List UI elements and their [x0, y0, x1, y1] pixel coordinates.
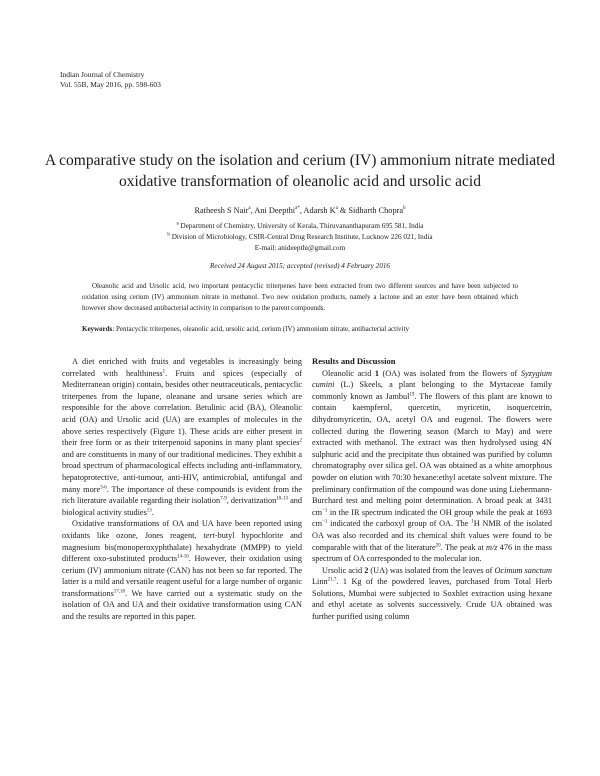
body-column-left [62, 356, 302, 623]
text-run: and are constituents in many of our traditional medicines. They exhibit a broad spectrum of pharmacological effects including anti-inflammatory, hepatoprotective, anti-tumour, anti-HIV, antimicrobial, antifungal and many more [62, 449, 302, 494]
keywords-text: : Pentacyclic triterpenes, oleanolic acid, ursolic acid, cerium (IV) ammonium nitrate, antibacterial activity [112, 325, 409, 333]
abstract: Oleanolic acid and Ursolic acid, two important pentacyclic triterpenes have been extracted from two different sources and have been subjected to oxidation using cerium (IV) ammonium nitrate in methanol. Two new oxidation products, namely a lactone and an ester have been obtained which however show decreased antibacterial activity in comparison to the parent compounds. [82, 282, 518, 312]
text-run: . [151, 507, 154, 517]
citation: 7-9 [220, 496, 227, 502]
italic-run: Ocimum sanctum [494, 565, 552, 575]
text-run: H NMR of the isolated OA was also recorded and its chemical shift values were found to be comparable with that of the literature [312, 519, 552, 552]
contact-email: E-mail: anideepthi@gmail.com [254, 244, 346, 252]
italic-run: Syzygium cumini [312, 368, 553, 390]
author-name: Sidharth Chopra [348, 206, 404, 215]
text-run: in the IR spectrum indicated the OH group while the peak at 1693 cm [312, 507, 552, 529]
author-separator: & [337, 206, 349, 215]
results-paragraph-1 [312, 368, 552, 565]
text-run: . Fruits and spices (especially of Mediterranean origin) contain, besides other neutraceuticals, pentacyclic triterpenes from the lupane, oleanane and ursane series which are responsible for the above correlation. Betulinic acid (BA), Oleanolic acid (OA) and Ursolic acid (UA) are examples of molecules in the above series respectively (Figure 1). These acids are either present in their free form or as their triterpenoid saponins in many plant species [62, 368, 302, 448]
intro-paragraph-1 [62, 356, 302, 518]
text-run: 476 in the mass spectrum of OA corresponded to the molecular ion. [312, 542, 552, 564]
journal-name: Indian Journal of Chemistry [60, 70, 145, 79]
author-name: Adarsh K [303, 206, 336, 215]
author-affil-mark: a [248, 206, 251, 212]
citation: 1 [162, 368, 166, 374]
text-run: (OA) was isolated from the flowers of [379, 368, 521, 378]
author-affil-mark: b [403, 206, 406, 212]
title-line-2: oxidative transformation of oleanolic acid and ursolic acid [119, 173, 481, 190]
superscript: −1 [322, 507, 328, 513]
citation: 2 [299, 438, 302, 444]
results-paragraph-2 [312, 565, 552, 623]
intro-paragraph-2 [62, 518, 302, 622]
text-run: . However, their oxidation using cerium (IV) ammonium nitrate (CAN) has not been so far reported. The latter is a mild and versatile reagent useful for a large number of organic transformations [62, 554, 302, 598]
text-run: . The flowers of this plant are known to contain kaempferol, quercetin, myricetin, isoquercetrin, dihydromyricetin, OA, acetyl OA and eugenol. The flowers were collected during the flowering season (March to May) and were extracted with methanol. The extract was then hydrolysed using 4N sulphuric acid and the precipitate thus obtained was purified by column chromatography over silica gel. OA was obtained as a white amorphous powder on elution with 70:30 hexane:ethyl acetate solvent mixture. The preliminary confirmation of the compound was done using Liebermann-Burchard test and melting point determination. A broad peak at 3431 cm [312, 391, 552, 517]
author-affil-mark: a [335, 206, 338, 212]
keywords-label: Keywords [82, 325, 113, 333]
title-line-1: A comparative study on the isolation and cerium (IV) ammonium nitrate mediated [44, 152, 556, 169]
section-heading: Results and Discussion [312, 356, 396, 366]
text-run: , derivatization [226, 496, 277, 506]
citation: 20 [435, 542, 441, 548]
received-dates: Received 24 August 2015; accepted (revised) 4 February 2016 [209, 262, 391, 270]
citation: 3-6 [100, 484, 107, 490]
text-run: and biological activity studies [62, 496, 302, 517]
text-run: Oleanolic acid [322, 368, 375, 378]
superscript: −1 [322, 519, 328, 525]
citation: 10-13 [276, 496, 288, 502]
body-column-right [312, 356, 552, 623]
text-run: . The importance of these compounds is evident from the rich literature available regarding their isolation [62, 484, 302, 506]
affiliations [0, 221, 600, 254]
affiliation-a [0, 221, 600, 232]
text-run: . 1 Kg of the powdered leaves, purchased from Total Herb Solutions, Mumbai were subjected to Soxhlet extraction using hexane and ethyl acetate as solvents successively. Crude UA obtained was further purified using column [312, 577, 552, 622]
text-run: Ursolic acid [322, 565, 365, 575]
citation: 14-16 [177, 554, 189, 560]
compound-number: 1 [374, 368, 379, 378]
corresponding-author-mark: * [297, 206, 300, 212]
affil-mark: b [167, 232, 170, 238]
text-run: (UA) was isolated from the leaves of [368, 565, 495, 575]
text-run: Linn [312, 577, 328, 587]
superscript: 1 [471, 519, 474, 525]
italic-run: tert [203, 530, 215, 540]
keywords [82, 324, 518, 334]
compound-number: 2 [364, 565, 369, 575]
citation: 21,7 [327, 577, 337, 583]
text-run: . The peak at [440, 542, 487, 552]
author-separator: , [250, 206, 255, 215]
citation: 17,18 [113, 589, 126, 595]
text-run: Oxidative transformations of OA and UA have been reported using oxidants like ozone, Jones reagent, [62, 519, 302, 540]
journal-volume: Vol. 55B, May 2016, pp. 598-603 [60, 80, 161, 89]
paper-title [40, 150, 560, 192]
author-list [0, 205, 600, 216]
author-affil-mark: a [295, 206, 298, 212]
italic-run: m/z [486, 542, 498, 552]
affil-text: Department of Chemistry, University of Kerala, Thiruvananthapuram 695 581, India [178, 222, 424, 230]
citation: 13 [146, 507, 152, 513]
affiliation-b [0, 232, 600, 243]
author-name: Ratheesh S Nair [194, 206, 249, 215]
text-run: A diet enriched with fruits and vegetables is increasingly being correlated with healthiness [62, 357, 302, 378]
affil-text: Division of Microbiology, CSIR-Central Drug Research Institute, Lucknow 226 021, India [169, 233, 433, 241]
journal-header [60, 70, 161, 90]
text-run: indicated the carboxyl group of OA. The [327, 519, 472, 529]
text-run: . We have carried out a systematic study on the isolation of OA and UA and their oxidative transformation using CAN and the results are reported in this paper. [62, 588, 302, 622]
author-separator: , [299, 206, 304, 215]
text-run: (L.) Skeels, a plant belonging to the Myrtaceae family commonly known as Jambul [312, 380, 552, 401]
text-run: -butyl hypochlorite and magnesium bis(monoperoxyphthalate) hexahydrate (MMPP) to yield different oxo-substituted products [62, 530, 302, 564]
affil-mark: a [176, 221, 179, 227]
author-name: Ani Deepthi [254, 206, 296, 215]
citation: 19 [409, 392, 415, 398]
